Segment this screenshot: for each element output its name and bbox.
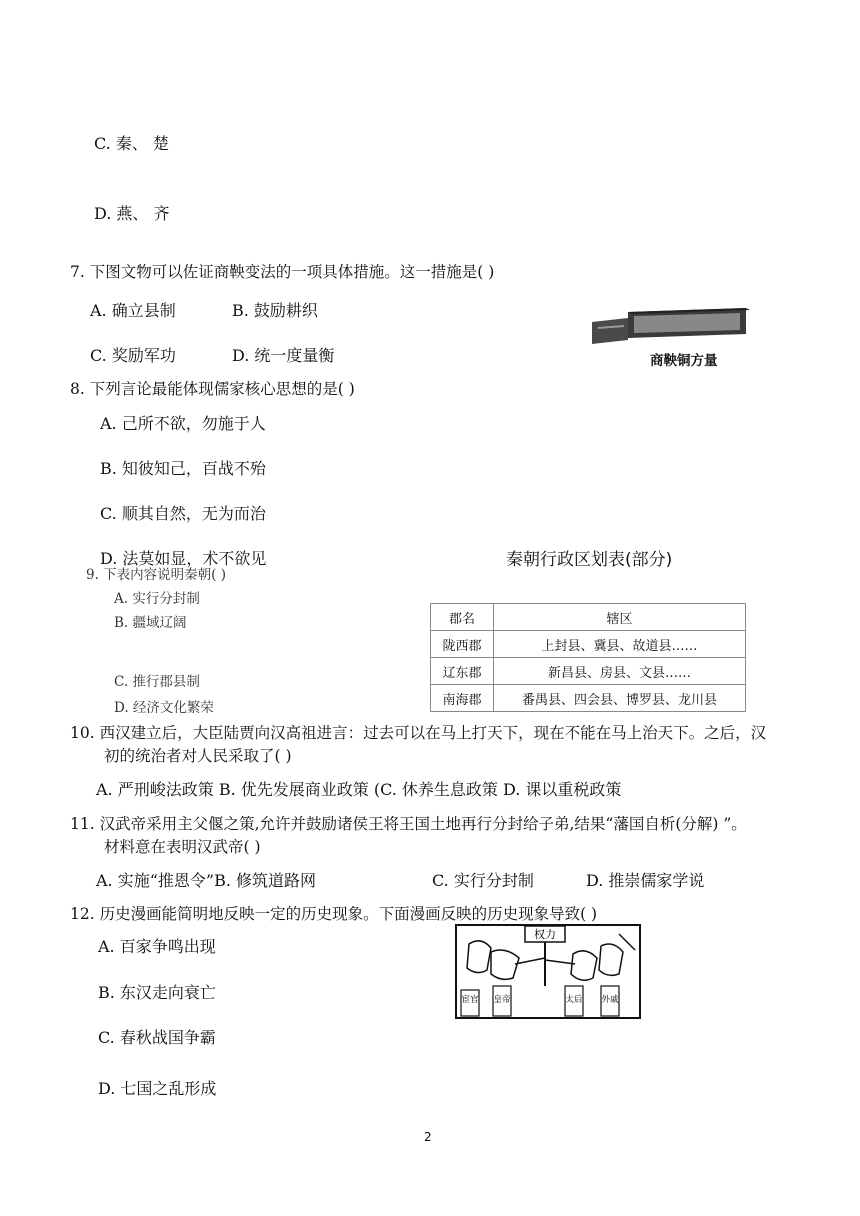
table-title: 秦朝行政区划表(部分) bbox=[506, 550, 673, 570]
q8-option-d: D. 法莫如显，术不欲见 bbox=[100, 549, 267, 568]
q7-stem: 7. 下图文物可以佐证商鞅变法的一项具体措施。这一措施是( ) bbox=[70, 263, 495, 281]
q11-stem-line1: 11. 汉武帝采用主父偃之策,允许并鼓励诸侯王将王国土地再行分封给子弟,结果“藩国自析(分解) ”。 bbox=[70, 815, 747, 833]
q8-option-c: C. 顺其自然，无为而治 bbox=[100, 504, 266, 523]
q7-option-c: C. 奖励军功 bbox=[90, 346, 176, 365]
q11-option-d: D. 推崇儒家学说 bbox=[586, 871, 705, 890]
table-cell: 南海郡 bbox=[431, 685, 494, 712]
q9-option-b: B. 疆域辽阔 bbox=[114, 615, 187, 631]
table-cell: 上封县、冀县、故道县…… bbox=[494, 631, 746, 658]
prefecture-table bbox=[430, 603, 746, 712]
q12-option-b: B. 东汉走向衰亡 bbox=[98, 983, 216, 1002]
q6-option-d: D. 燕、 齐 bbox=[94, 204, 170, 223]
table-row bbox=[431, 685, 746, 712]
table-header-row bbox=[431, 604, 746, 631]
q10-stem-line1: 10. 西汉建立后，大臣陆贾向汉高祖进言：过去可以在马上打天下，现在不能在马上治天下。之后，汉 bbox=[70, 724, 767, 742]
q10-options: A. 严刑峻法政策 B. 优先发展商业政策 (C. 休养生息政策 D. 课以重税政策 bbox=[96, 780, 622, 799]
q7-option-a: A. 确立县制 bbox=[90, 301, 176, 320]
q7-option-d: D. 统一度量衡 bbox=[232, 346, 335, 365]
cartoon-label-consort-kin: 外戚 bbox=[601, 995, 619, 1005]
table-cell: 陇西郡 bbox=[431, 631, 494, 658]
q11-option-c: C. 实行分封制 bbox=[432, 871, 534, 890]
table-row bbox=[431, 631, 746, 658]
table-cell: 番禺县、四会县、博罗县、龙川县 bbox=[494, 685, 746, 712]
power-struggle-cartoon bbox=[455, 924, 641, 1019]
q12-option-c: C. 春秋战国争霸 bbox=[98, 1028, 216, 1047]
q11-stem-line2: 材料意在表明汉武帝( ) bbox=[104, 838, 261, 856]
q6-option-c: C. 秦、 楚 bbox=[94, 134, 169, 153]
cartoon-label-power: 权力 bbox=[534, 928, 556, 941]
q9-stem: 9. 下表内容说明秦朝( ) bbox=[86, 567, 226, 583]
q12-option-a: A. 百家争鸣出现 bbox=[98, 937, 216, 956]
q12-option-d: D. 七国之乱形成 bbox=[98, 1079, 217, 1098]
q12-stem: 12. 历史漫画能简明地反映一定的历史现象。下面漫画反映的历史现象导致( ) bbox=[70, 905, 598, 923]
q11-option-a-b: A. 实施“推恩令”B. 修筑道路网 bbox=[96, 871, 317, 890]
q8-option-a: A. 己所不欲，勿施于人 bbox=[100, 414, 266, 433]
table-row bbox=[431, 658, 746, 685]
q7-option-b: B. 鼓励耕织 bbox=[232, 301, 318, 320]
q9-option-d: D. 经济文化繁荣 bbox=[114, 700, 214, 716]
q9-option-a: A. 实行分封制 bbox=[114, 591, 200, 607]
figure-caption: 商鞅铜方量 bbox=[650, 353, 718, 369]
table-header-cell: 辖区 bbox=[494, 604, 746, 631]
q9-option-c: C. 推行郡县制 bbox=[114, 674, 200, 690]
cartoon-label-empress-dowager: 太后 bbox=[565, 995, 583, 1005]
q8-option-b: B. 知彼知己，百战不殆 bbox=[100, 459, 266, 478]
page-number: 2 bbox=[424, 1130, 432, 1144]
cartoon-label-emperor: 皇帝 bbox=[493, 995, 511, 1005]
table-cell: 新昌县、房县、文县…… bbox=[494, 658, 746, 685]
q8-stem: 8. 下列言论最能体现儒家核心思想的是( ) bbox=[70, 380, 355, 398]
table-header-cell: 郡名 bbox=[431, 604, 494, 631]
cartoon-label-eunuch: 宦官 bbox=[461, 995, 479, 1005]
table-cell: 辽东郡 bbox=[431, 658, 494, 685]
q10-stem-line2: 初的统治者对人民采取了( ) bbox=[104, 747, 292, 765]
